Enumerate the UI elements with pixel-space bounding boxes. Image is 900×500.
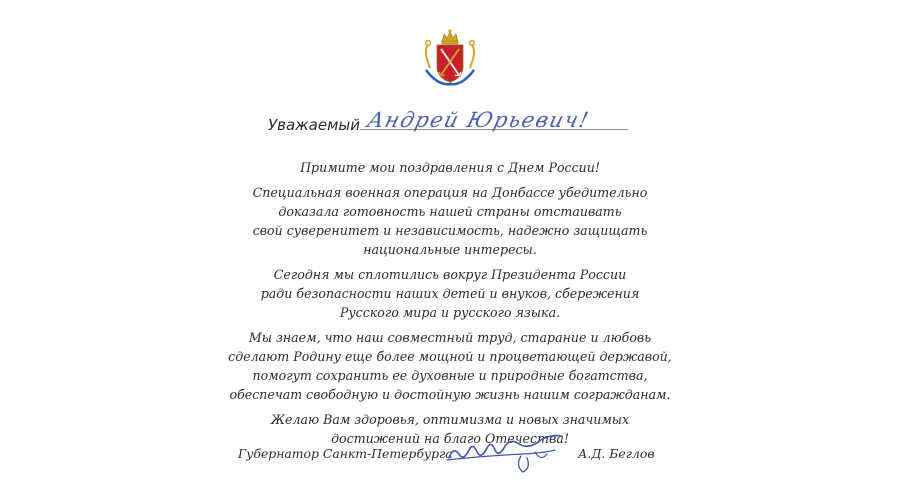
handwritten-addressee-name: Андрей Юрьевич! — [365, 108, 593, 132]
signatory-title: Губернатор Санкт-Петербурга — [238, 446, 453, 461]
text-line: помогут сохранить ее духовные и природные богатства, — [252, 368, 648, 383]
text-line: Сегодня мы сплотились вокруг Президента России — [273, 267, 627, 282]
paragraph-operation — [210, 183, 690, 259]
text-line: доказала готовность нашей страны отстаивать — [278, 204, 622, 219]
salutation-word: Уважаемый — [268, 116, 361, 134]
text-line: Желаю Вам здоровья, оптимизма и новых значимых — [270, 412, 630, 427]
coat-of-arms-icon — [418, 28, 482, 90]
text-line: Русского мира и русского языка. — [339, 305, 561, 320]
text-line: национальные интересы. — [363, 242, 537, 257]
text-line: обеспечат свободную и достойную жизнь нашим согражданам. — [229, 387, 671, 402]
paragraph-unity — [210, 265, 690, 322]
letter-body — [210, 158, 690, 454]
text-line: Мы знаем, что наш совместный труд, старание и любовь — [248, 330, 652, 345]
text-line: сделают Родину еще более мощной и процветающей державой, — [228, 349, 672, 364]
text-line: Примите мои поздравления с Днем России! — [300, 160, 600, 175]
signatory-name: А.Д. Беглов — [578, 446, 655, 461]
text-line: свой суверенитет и независимость, надежно защищать — [252, 223, 648, 238]
text-line: достижений на благо Отечества! — [331, 431, 569, 446]
paragraph-work — [210, 328, 690, 404]
salutation — [268, 108, 630, 138]
handwritten-signature-icon — [443, 428, 573, 476]
text-line: Специальная военная операция на Донбассе убедительно — [252, 185, 648, 200]
paragraph-greeting — [210, 158, 690, 177]
signature-block — [238, 428, 668, 478]
text-line: ради безопасности наших детей и внуков, сбережения — [260, 286, 640, 301]
